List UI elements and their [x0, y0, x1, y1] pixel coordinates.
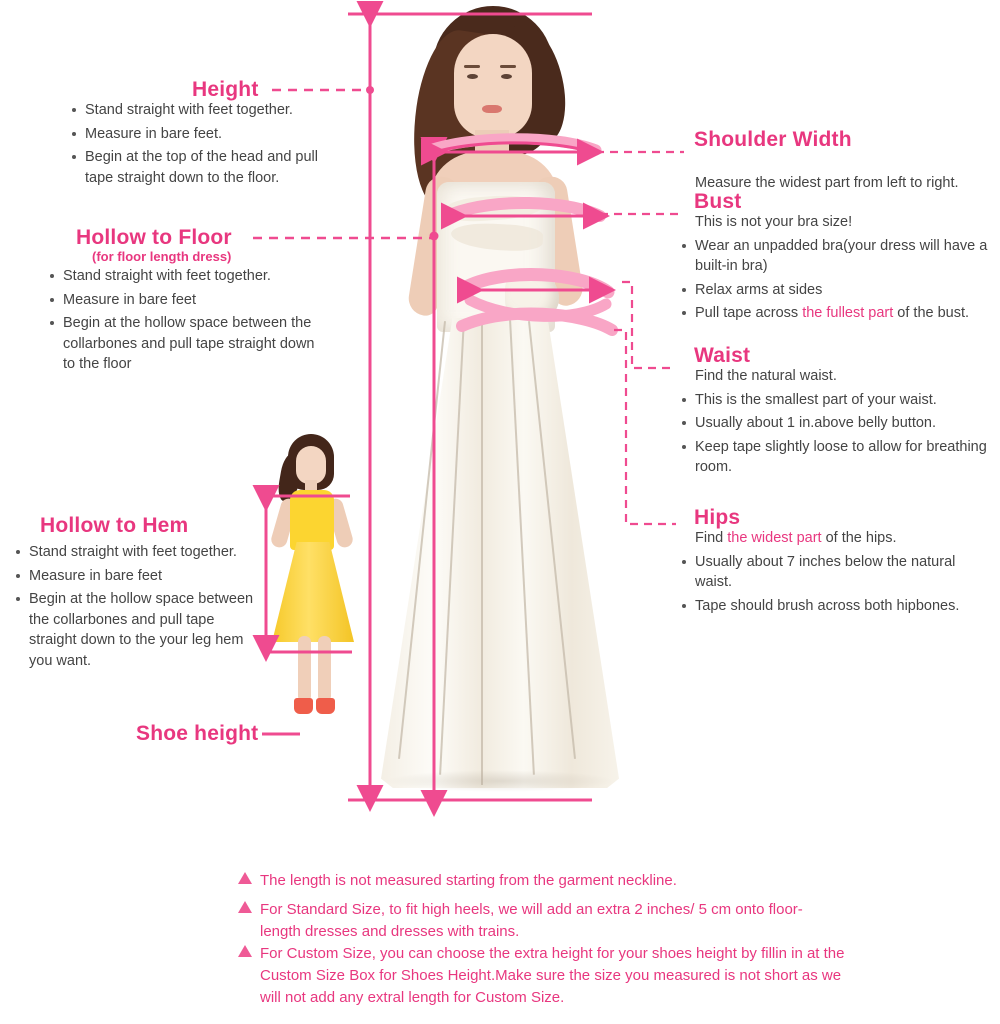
footer-note-2: For Standard Size, to fit high heels, we will add an extra 2 inches/ 5 cm onto floor-length dresses and dresses with trains.	[260, 901, 803, 940]
short-dress-photo	[258, 432, 378, 752]
warning-triangle-icon	[238, 872, 252, 884]
list-item: Stand straight with feet together.	[14, 542, 262, 563]
section-title-hollow-to-hem: Hollow to Hem	[40, 514, 189, 537]
bride-photo	[355, 0, 645, 810]
hollow-to-floor-bullets	[48, 266, 328, 378]
list-item: Usually about 7 inches below the natural waist.	[680, 552, 995, 593]
section-title-height: Height	[192, 78, 259, 101]
section-title-shoe-height: Shoe height	[136, 722, 259, 745]
list-item: Begin at the hollow space between the collarbones and pull tape straight down to the floor	[48, 313, 328, 375]
footer-note-1: The length is not measured starting from the garment neckline.	[260, 872, 677, 889]
footer-note-3: For Custom Size, you can choose the extra height for your shoes height by fillin in at the Custom Size Box for Shoes Height.Make sure the size you measured is not short as we will not add any extral length for Custom Size.	[260, 945, 845, 1006]
list-item: Measure in bare feet	[14, 566, 262, 587]
list-item: Stand straight with feet together.	[48, 266, 328, 287]
height-bullets	[70, 100, 340, 191]
list-item: Find the natural waist.	[695, 368, 837, 384]
list-item: Measure in bare feet.	[70, 124, 340, 145]
warning-triangle-icon	[238, 901, 252, 913]
list-item: Measure the widest part from left to right.	[695, 175, 959, 191]
hips-highlight: the widest part	[727, 530, 822, 546]
section-subtitle-hollow-to-floor: (for floor length dress)	[92, 249, 232, 264]
section-title-hips: Hips	[694, 506, 741, 529]
list-item: Relax arms at sides	[680, 280, 995, 301]
list-item: Begin at the hollow space between the collarbones and pull tape straight down to the your leg hem you want.	[14, 589, 262, 671]
warning-triangle-icon	[238, 945, 252, 957]
list-item: Begin at the top of the head and pull tape straight down to the floor.	[70, 147, 340, 188]
list-item: Tape should brush across both hipbones.	[680, 596, 995, 617]
list-item: Measure in bare feet	[48, 290, 328, 311]
section-title-bust: Bust	[694, 190, 742, 213]
list-item: This is not your bra size!	[695, 214, 853, 230]
list-item: Wear an unpadded bra(your dress will have a built-in bra)	[680, 236, 995, 277]
section-title-waist: Waist	[694, 344, 751, 367]
list-item: Pull tape across the fullest part of the bust.	[680, 303, 995, 324]
hips-bullets	[680, 528, 995, 619]
list-item: Keep tape slightly loose to allow for breathing room.	[680, 437, 990, 478]
bust-bullets	[680, 212, 995, 327]
section-title-shoulder-width: Shoulder Width	[694, 128, 852, 151]
list-item: Find the widest part of the hips.	[695, 530, 897, 546]
bust-highlight: the fullest part	[802, 305, 894, 322]
list-item: Stand straight with feet together.	[70, 100, 340, 121]
section-title-hollow-to-floor: Hollow to Floor	[76, 226, 232, 249]
hollow-to-hem-bullets	[14, 542, 262, 674]
list-item: Usually about 1 in.above belly button.	[680, 413, 990, 434]
list-item: This is the smallest part of your waist.	[680, 390, 990, 411]
waist-bullets	[680, 366, 990, 481]
